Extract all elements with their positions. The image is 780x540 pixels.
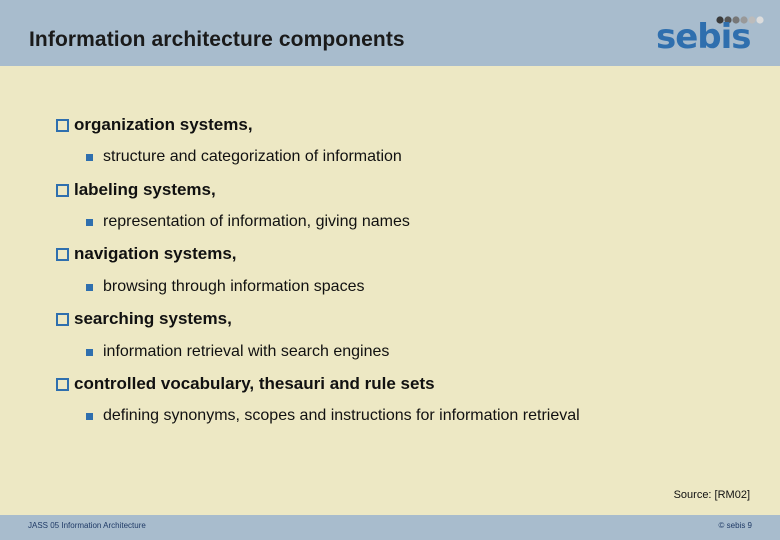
footer-page-label: © sebis 9 [718, 521, 752, 530]
hollow-square-bullet-icon [56, 248, 69, 261]
hollow-square-bullet-icon [56, 119, 69, 132]
sub-list-item [86, 212, 410, 232]
sub-list-item-label: structure and categorization of information [103, 148, 402, 165]
list-item [56, 308, 232, 330]
sub-list-item-label: defining synonyms, scopes and instructions for information retrieval [103, 407, 580, 424]
sub-list-item [86, 342, 389, 362]
source-citation: Source: [RM02] [673, 489, 750, 501]
sub-list-item-label: representation of information, giving names [103, 213, 410, 230]
filled-square-bullet-icon [86, 154, 93, 161]
filled-square-bullet-icon [86, 413, 93, 420]
filled-square-bullet-icon [86, 349, 93, 356]
logo-text: sebis [656, 17, 751, 57]
list-item-label: organization systems, [74, 115, 253, 134]
sub-list-item [86, 147, 402, 167]
filled-square-bullet-icon [86, 219, 93, 226]
footer-course-label: JASS 05 Information Architecture [28, 521, 146, 530]
list-item-label: navigation systems, [74, 244, 237, 263]
sub-list-item [86, 277, 364, 297]
slide-footer [0, 515, 780, 540]
list-item-label: controlled vocabulary, thesauri and rule sets [74, 374, 435, 393]
sub-list-item-label: information retrieval with search engines [103, 343, 390, 360]
list-item-label: labeling systems, [74, 180, 216, 199]
list-item-label: searching systems, [74, 309, 232, 328]
hollow-square-bullet-icon [56, 184, 69, 197]
slide-title: Information architecture components [29, 28, 405, 51]
list-item [56, 114, 253, 136]
filled-square-bullet-icon [86, 284, 93, 291]
hollow-square-bullet-icon [56, 378, 69, 391]
sub-list-item [86, 406, 580, 426]
list-item [56, 243, 237, 265]
sub-list-item-label: browsing through information spaces [103, 278, 365, 295]
list-item [56, 179, 216, 201]
list-item [56, 373, 435, 395]
hollow-square-bullet-icon [56, 313, 69, 326]
